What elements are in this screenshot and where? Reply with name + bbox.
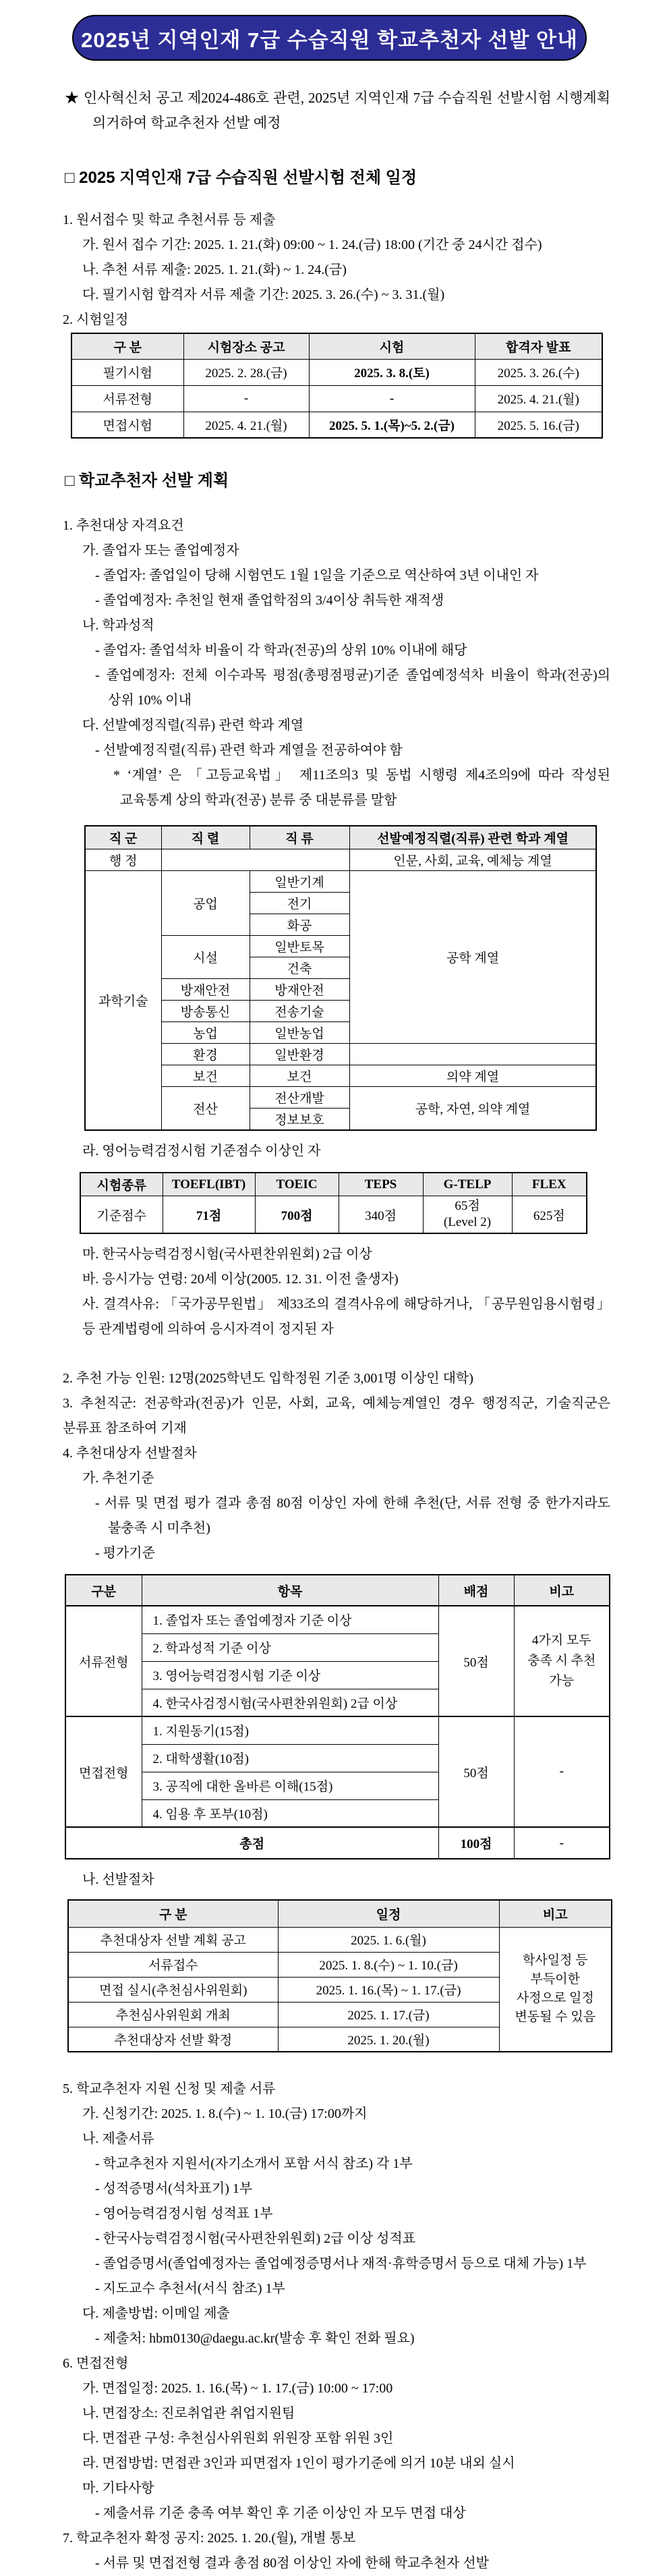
header-exam: 시험 [309,333,475,359]
cell-result-date: 2025. 4. 21.(월) [475,385,602,412]
table-header-row [85,826,596,849]
row-machine [85,871,596,893]
cell-exam-date: - [309,385,475,412]
table-header-row [71,333,602,359]
cell-class-infosec: 정보보호 [250,1109,349,1131]
cell-date: 2025. 1. 8.(수) ~ 1. 10.(금) [278,1952,499,1977]
cell-class-computer-dev: 전산개발 [250,1087,349,1109]
cell-class-disaster: 방재안전 [250,979,349,1001]
cell-series-health: 보건 [161,1065,250,1087]
item-interview-method: 라. 면접방법: 면접관 3인과 피면접자 1인이 평가기준에 의거 10분 내외 실시 [82,2456,515,2471]
cell-interview-item-1: 1. 지원동기(15점) [142,1716,438,1744]
exam-schedule-table [71,333,603,439]
item-interview-place: 나. 면접장소: 진로취업관 취업지원팀 [82,2406,295,2421]
cell-total-note: - [514,1827,610,1859]
item-quota: 2. 추천 가능 인원: 12명(2025학년도 입학정원 기준 3,001명 이상인 대학) [63,1371,473,1386]
item-doc-history-score: - 한국사능력검정시험(국사편찬위원회) 2급 이상 성적표 [95,2231,416,2246]
item-doc-application-form: - 학교추천자 지원서(자기소개서 포함 서식 참조) 각 1부 [95,2156,413,2171]
item-selection-procedure: 4. 추천대상자 선발절차 [63,1446,197,1461]
cell-step: 추천대상자 선발 확정 [68,2027,278,2052]
cell-total-label: 총점 [65,1827,438,1859]
cell-date: 2025. 1. 6.(월) [278,1927,499,1952]
cell-interview-item-2: 2. 대학생활(10점) [142,1744,438,1772]
item-doc-graduation-cert: - 졸업증명서(졸업예정자는 졸업예정증명서나 재적·휴학증명서 등으로 대체 가능) 1부 [95,2256,587,2271]
row-computer-dev [85,1087,596,1109]
item-final-notice: 7. 학교추천자 확정 공지: 2025. 1. 20.(월), 개별 통보 [63,2531,356,2546]
cell-class-chemical: 화공 [250,914,349,936]
cell-label: 기준점수 [80,1196,163,1234]
row-total [65,1827,610,1859]
item-recommendation-criteria: 가. 추천기준 [82,1471,154,1486]
selection-process-table [67,1899,612,2052]
cell-venue: - [183,385,309,412]
cell-group-admin: 행 정 [85,849,161,871]
cell-series-broadcast: 방송통신 [161,1001,250,1022]
doc-note-line: 4가지 모두 [531,1633,591,1648]
cell-field-admin: 인문, 사회, 교육, 예체능 계열 [349,849,596,871]
row-health [85,1065,596,1087]
row-doc-screening [65,1606,610,1633]
cell-label: 필기시험 [71,359,183,385]
item-written-pass-docs: 다. 필기시험 합격자 서류 제출 기간: 2025. 3. 26.(수) ~ 3. 31.(월) [82,287,445,302]
item-grades-expected: - 졸업예정자: 전체 이수과목 평점(총평점평균)기준 졸업예정석차 비율이 학과(전공)의 상위 10% 이내 [95,668,610,708]
item-recommendation-docs: 나. 추천 서류 제출: 2025. 1. 21.(화) ~ 1. 24.(금) [82,262,347,277]
cell-process-note [499,1927,612,2052]
cell-class-architecture: 건축 [250,957,349,979]
gtelp-score-level: (Level 2) [443,1215,492,1229]
process-note-line: 학사일정 등 [522,1953,588,1968]
item-expected-graduate-rule: - 졸업예정자: 추천일 현재 졸업학점의 3/4이상 취득한 재적생 [95,593,444,608]
item-evaluation-criteria: - 평가기준 [95,1546,155,1561]
english-score-table [80,1172,587,1234]
cell-flex-score: 625점 [512,1196,587,1234]
cell-step: 면접 실시(추천심사위원회) [68,1977,278,2002]
table-row-written [71,359,602,385]
table-header-row [68,1900,612,1927]
cell-date: 2025. 1. 16.(목) ~ 1. 17.(금) [278,1977,499,2002]
item-interview-screening: 6. 면접전형 [63,2356,129,2371]
item-doc-transcript: - 성적증명서(석차표기) 1부 [95,2181,253,2196]
header-toefl: TOEFL(IBT) [163,1173,255,1196]
section-heading-selection-plan: □ 학교추천자 선발 계획 [65,472,229,490]
table-row-document [71,385,602,412]
header-category: 구분 [65,1575,142,1606]
cell-class-agriculture: 일반농업 [250,1022,349,1044]
cell-doc-item-1: 1. 졸업자 또는 졸업예정자 기준 이상 [142,1606,438,1633]
header-remark: 비고 [499,1900,612,1927]
cell-series-facility: 시설 [161,936,250,979]
page-title-banner [72,15,587,61]
cell-interview-item-3: 3. 공직에 대한 올바른 이해(15점) [142,1772,438,1799]
item-application-period: 가. 원서 접수 기간: 2025. 1. 21.(화) 09:00 ~ 1. 24.(금) 18:00 (기간 중 24시간 접수) [82,237,542,252]
cell-exam-date: 2025. 3. 8.(토) [309,359,475,385]
header-flex: FLEX [512,1173,587,1196]
item-field-definition-note: * ‘계열’ 은 「고등교육법」 제11조의3 및 동법 시행령 제4조의9에 따라 작성된 교육통계 상의 학과(전공) 분류 중 대분류를 말함 [113,768,610,808]
cell-series-computer: 전산 [161,1087,250,1131]
row-environment [85,1044,596,1065]
item-interview-etc: 마. 기타사항 [82,2481,154,2496]
item-interview-panel: 다. 면접관 구성: 추천심사위원회 위원장 포함 위원 3인 [82,2431,394,2446]
cell-class-environment: 일반환경 [250,1044,349,1065]
header-gtelp: G-TELP [423,1173,512,1196]
item-related-majors: 다. 선발예정직렬(직류) 관련 학과 계열 [82,718,304,733]
row-plan-notice [68,1927,612,1952]
header-toeic: TOEIC [255,1173,339,1196]
row-admin [85,849,596,871]
item-exam-schedule: 2. 시험일정 [63,312,129,327]
section-heading-overall-schedule: □ 2025 지역인재 7급 수습직원 선발시험 전체 일정 [65,169,417,187]
item-application-docs: 5. 학교추천자 지원 신청 및 제출 서류 [63,2081,276,2096]
cell-interview-score: 50점 [438,1716,514,1827]
intro-note: ★ 인사혁신처 공고 제2024-486호 관련, 2025년 지역인재 7급 수습직원 선발시험 시행계획 의거하여 학교추천자 선발 예정 [65,90,610,131]
header-related-field: 선발예정직렬(직류) 관련 학과 계열 [349,826,596,849]
item-doc-english-score: - 영어능력검정시험 성적표 1부 [95,2206,273,2221]
item-grades-graduate: - 졸업자: 졸업석차 비율이 각 학과(전공)의 상위 10% 이내에 해당 [95,643,467,658]
cell-exam-date: 2025. 5. 1.(목)~5. 2.(금) [309,412,475,438]
cell-label: 면접시험 [71,412,183,438]
cell-interview-label: 면접전형 [65,1716,142,1827]
header-venue-notice: 시험장소 공고 [183,333,309,359]
cell-toefl-score: 71점 [163,1196,255,1234]
cell-venue: 2025. 2. 28.(금) [183,359,309,385]
cell-series-agriculture: 농업 [161,1022,250,1044]
process-note-line: 변동될 수 있음 [515,2010,596,2025]
item-graduates: 가. 졸업자 또는 졸업예정자 [82,543,239,558]
notice-document [0,15,669,2576]
cell-step: 추천대상자 선발 계획 공고 [68,1927,278,1952]
cell-total-score: 100점 [438,1827,514,1859]
cell-group-science: 과학기술 [85,871,161,1131]
item-eligibility: 1. 추천대상 자격요건 [63,518,184,533]
cell-field-medical: 의약 계열 [349,1065,596,1087]
cell-doc-item-2: 2. 학과성적 기준 이상 [142,1633,438,1661]
page-title: 2025년 지역인재 7급 수습직원 학교추천자 선발 안내 [81,28,578,52]
header-job-series: 직 렬 [161,826,250,849]
header-job-group: 직 군 [85,826,161,849]
cell-doc-item-4: 4. 한국사검정시험(국사편찬위원회) 2급 이상 [142,1689,438,1716]
item-selection-process: 나. 선발절차 [82,1872,154,1887]
item-80-point-rule: - 서류 및 면접 평가 결과 총점 80점 이상인 자에 한해 추천(단, 서류 전형 중 한가지라도 불충족 시 미추천) [95,1496,610,1536]
cell-interview-note: - [514,1716,610,1827]
item-korean-history: 마. 한국사능력검정시험(국사편찬위원회) 2급 이상 [82,1247,372,1262]
row-required-score [80,1196,587,1234]
item-final-selection-rule: - 서류 및 면접전형 결과 총점 80점 이상인 자에 한해 학교추천자 선발 [95,2556,489,2571]
header-points: 배점 [438,1575,514,1606]
header-category: 구 분 [71,333,183,359]
cell-field-engineering: 공학 계열 [349,871,596,1044]
cell-date: 2025. 1. 17.(금) [278,2002,499,2027]
job-series-field-table [84,825,597,1131]
cell-doc-score: 50점 [438,1606,514,1716]
cell-gtelp-score [423,1196,512,1234]
cell-field-mixed: 공학, 자연, 의약 계열 [349,1087,596,1131]
header-job-class: 직 류 [250,826,349,849]
cell-series-disaster: 방재안전 [161,979,250,1001]
table-row-interview [71,412,602,438]
cell-class-health: 보건 [250,1065,349,1087]
table-header-row [65,1575,610,1606]
item-english-test: 라. 영어능력검정시험 기준점수 이상인 자 [82,1144,321,1158]
header-item: 항목 [142,1575,438,1606]
cell-series-industry: 공업 [161,871,250,936]
item-job-group-rule: 3. 추천직군: 전공학과(전공)가 인문, 사회, 교육, 예체능계열인 경우 행정직군, 기술직군은 분류표 참조하여 기재 [63,1396,610,1436]
item-interview-eligible: - 제출서류 기준 충족 여부 확인 후 기준 이상인 자 모두 면접 대상 [95,2506,466,2521]
cell-step: 서류접수 [68,1952,278,1977]
item-graduate-rule: - 졸업자: 졸업일이 당해 시험연도 1월 1일을 기준으로 역산하여 3년 이내인 자 [95,568,539,583]
header-test-type: 시험종류 [80,1173,163,1196]
header-category: 구 분 [68,1900,278,1927]
cell-step: 추천심사위원회 개최 [68,2002,278,2027]
cell-teps-score: 340점 [339,1196,423,1234]
item-submission-email: - 제출처: hbm0130@daegu.ac.kr(발송 후 확인 전화 필요) [95,2331,415,2346]
cell-result-date: 2025. 5. 16.(금) [475,412,602,438]
item-major-requirement: - 선발예정직렬(직류) 관련 학과 계열을 전공하여야 함 [95,743,403,758]
item-submission-method: 다. 제출방법: 이메일 제출 [82,2306,230,2321]
table-header-row [80,1173,587,1196]
header-teps: TEPS [339,1173,423,1196]
item-submission-docs: 나. 제출서류 [82,2131,154,2146]
header-schedule: 일정 [278,1900,499,1927]
gtelp-score-value: 65점 [455,1199,480,1213]
cell-class-civil: 일반토목 [250,936,349,957]
cell-series-environment: 환경 [161,1044,250,1065]
evaluation-criteria-table [65,1574,610,1859]
header-remark: 비고 [514,1575,610,1606]
cell-doc-note [514,1606,610,1716]
cell-interview-item-4: 4. 임용 후 포부(10점) [142,1799,438,1827]
item-interview-schedule: 가. 면접일정: 2025. 1. 16.(목) ~ 1. 17.(금) 10:00 ~ 17:00 [82,2381,393,2396]
cell-doc-item-3: 3. 영어능력검정시험 기준 이상 [142,1661,438,1689]
cell-class-machine: 일반기계 [250,871,349,893]
item-doc-professor-recommendation: - 지도교수 추천서(서식 참조) 1부 [95,2281,285,2296]
cell-doc-label: 서류전형 [65,1606,142,1716]
doc-note-line: 충족 시 추천 [527,1654,596,1668]
doc-note-line: 가능 [549,1674,575,1688]
row-interview-screening [65,1716,610,1744]
header-result: 합격자 발표 [475,333,602,359]
cell-empty [161,849,349,871]
cell-toeic-score: 700점 [255,1196,339,1234]
item-age-limit: 바. 응시가능 연령: 20세 이상(2005. 12. 31. 이전 출생자) [82,1272,399,1287]
item-application-deadline: 가. 신청기간: 2025. 1. 8.(수) ~ 1. 10.(금) 17:00까지 [82,2106,368,2121]
cell-class-transmission: 전송기술 [250,1001,349,1022]
cell-class-electric: 전기 [250,893,349,914]
item-application-submission: 1. 원서접수 및 학교 추천서류 등 제출 [63,213,276,227]
cell-result-date: 2025. 3. 26.(수) [475,359,602,385]
cell-venue: 2025. 4. 21.(월) [183,412,309,438]
item-disqualification: 사. 결격사유: 「국가공무원법」 제33조의 결격사유에 해당하거나, 「공무원임용시험령」 등 관계법령에 의하여 응시자격이 정지된 자 [82,1297,610,1337]
process-note-line: 부득이한 [530,1972,580,1987]
cell-label: 서류전형 [71,385,183,412]
process-note-line: 사정으로 일정 [516,1991,594,2006]
item-grades: 나. 학과성적 [82,618,154,633]
cell-date: 2025. 1. 20.(월) [278,2027,499,2052]
